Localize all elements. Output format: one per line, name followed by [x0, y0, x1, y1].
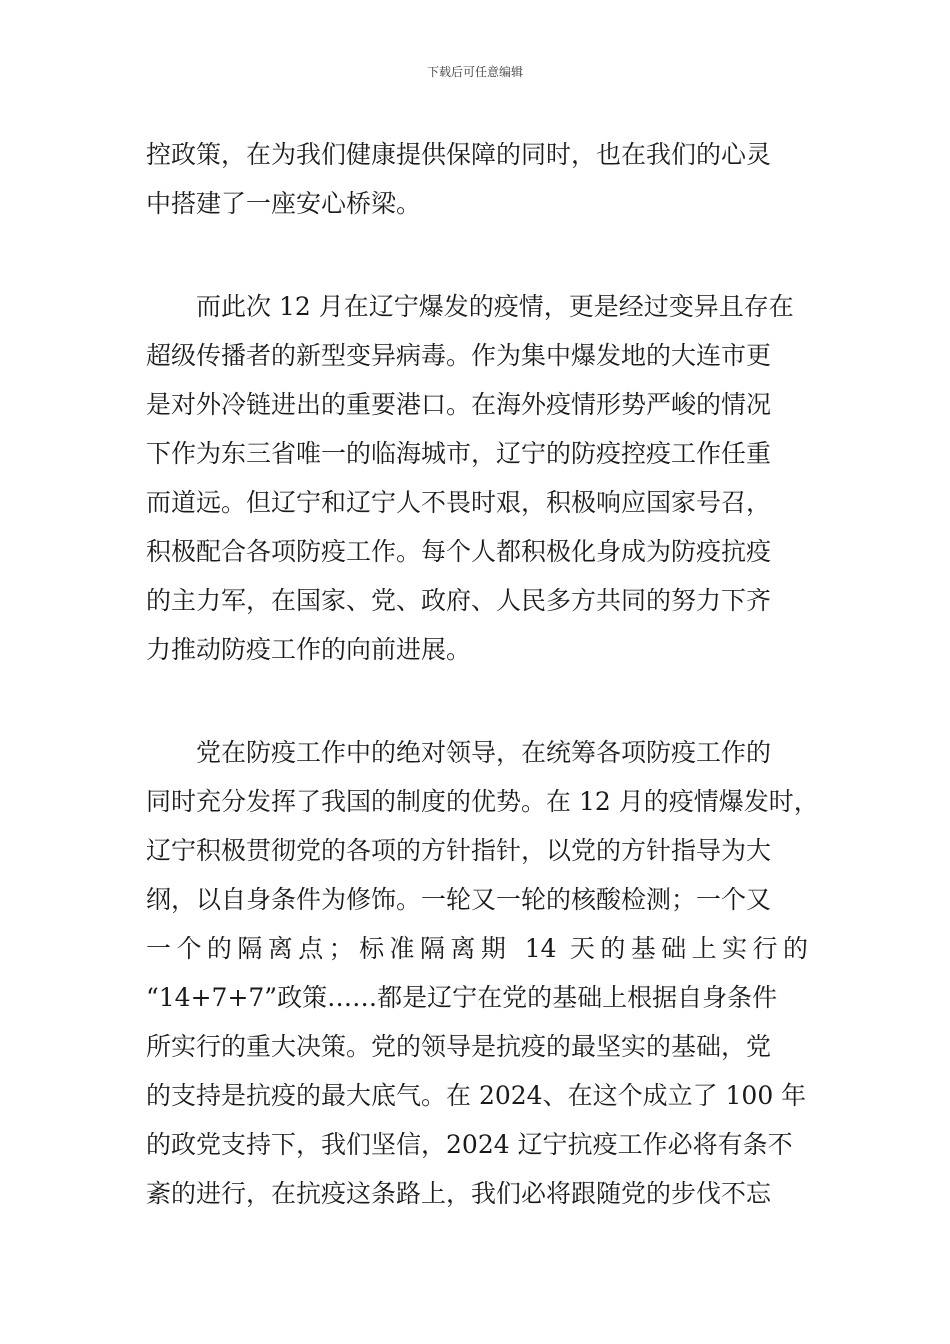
- document-body: [146, 130, 819, 1218]
- text-line: 而道远。但辽宁和辽宁人不畏时艰，积极响应国家号召，: [146, 488, 772, 517]
- text-line: 的政党支持下，我们坚信，2024 辽宁抗疫工作必将有条不: [146, 1130, 793, 1159]
- text-line-first: 而此次 12 月在辽宁爆发的疫情，更是经过变异且存在: [196, 292, 794, 321]
- text-line: 力推动防疫工作的向前进展。: [146, 635, 472, 664]
- text-line: 积极配合各项防疫工作。每个人都积极化身成为防疫抗疫: [146, 537, 772, 566]
- paragraph-gap: [146, 674, 808, 728]
- paragraph-gap: [146, 228, 808, 282]
- paragraph-1: [146, 130, 808, 228]
- text-line: 下作为东三省唯一的临海城市，辽宁的防疫控疫工作任重: [146, 439, 772, 468]
- page-header: 下载后可任意编辑: [426, 65, 523, 79]
- text-line: 紊的进行，在抗疫这条路上，我们必将跟随党的步伐不忘: [146, 1179, 772, 1208]
- text-line: 一个的隔离点；标准隔离期 14 天的基础上实行的: [146, 934, 808, 963]
- paragraph-2: [146, 282, 808, 674]
- text-line: 超级传播者的新型变异病毒。作为集中爆发地的大连市更: [146, 341, 772, 370]
- text-line: 是对外冷链进出的重要港口。在海外疫情形势严峻的情况: [146, 390, 772, 419]
- text-line: 同时充分发挥了我国的制度的优势。在 12 月的疫情爆发时，: [146, 787, 819, 816]
- text-line: 中搭建了一座安心桥梁。: [146, 189, 422, 218]
- paragraph-3: [146, 728, 819, 1218]
- text-line: 控政策，在为我们健康提供保障的同时，也在我们的心灵: [146, 140, 772, 169]
- text-line: 所实行的重大决策。党的领导是抗疫的最坚实的基础，党: [146, 1032, 772, 1061]
- text-line: 的支持是抗疫的最大底气。在 2024、在这个成立了 100 年: [146, 1081, 807, 1110]
- text-line: “14+7+7”政策……都是辽宁在党的基础上根据自身条件: [146, 983, 778, 1012]
- text-line-first: 党在防疫工作中的绝对领导，在统筹各项防疫工作的: [196, 738, 772, 767]
- text-line: 的主力军，在国家、党、政府、人民多方共同的努力下齐: [146, 586, 772, 615]
- text-line: 辽宁积极贯彻党的各项的方针指针，以党的方针指导为大: [146, 836, 772, 865]
- text-line: 纲，以自身条件为修饰。一轮又一轮的核酸检测；一个又: [146, 885, 772, 914]
